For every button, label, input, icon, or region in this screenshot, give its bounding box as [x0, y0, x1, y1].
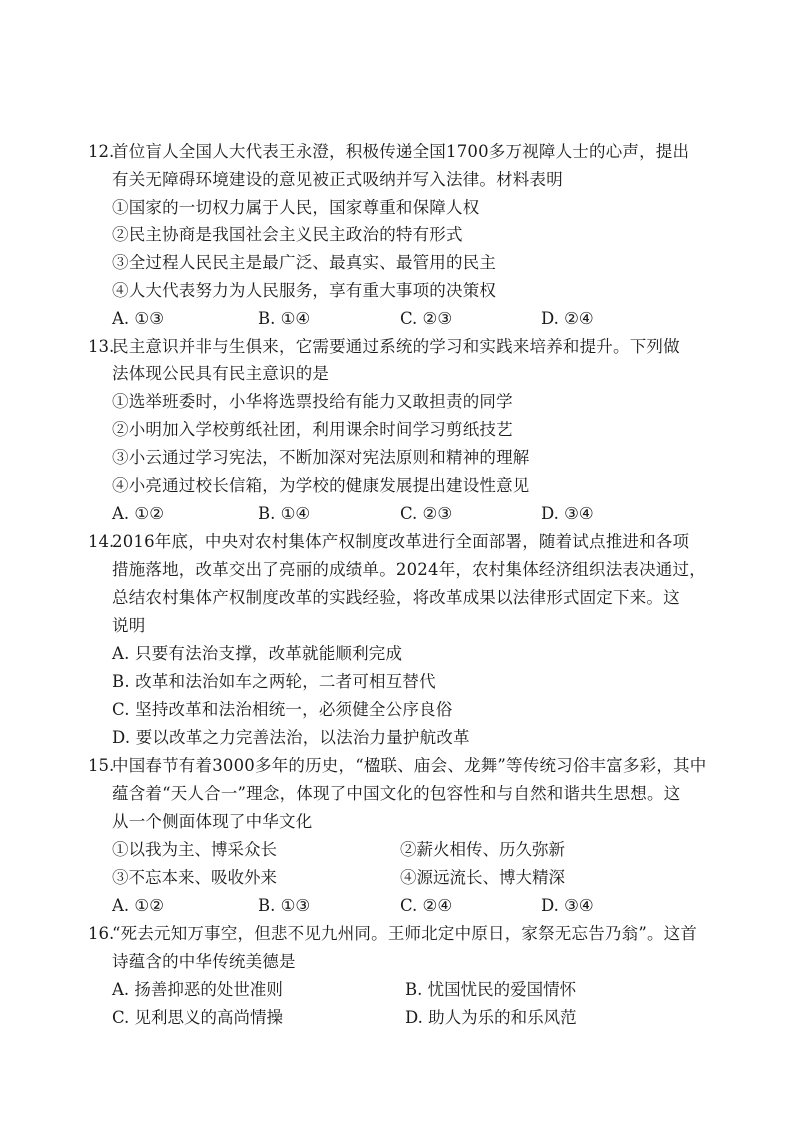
- choice-c: C. ②③: [400, 504, 453, 523]
- statement-4: ④小亮通过校长信箱，为学校的健康发展提出建设性意见: [112, 476, 530, 495]
- question-stem-line: 首位盲人全国人大代表王永澄，积极传递全国1700多万视障人士的心声，提出: [112, 142, 690, 161]
- choice-d: D. ③④: [541, 896, 594, 915]
- choice-d: D. ③④: [541, 504, 594, 523]
- choice-a: A. ①②: [112, 896, 164, 915]
- choice-b: B. 改革和法治如车之两轮，二者可相互替代: [112, 672, 436, 691]
- choice-d: D. 要以改革之力完善法治，以法治力量护航改革: [112, 728, 470, 747]
- choice-b: B. ①③: [258, 896, 311, 915]
- statement-1: ①以我为主、博采众长: [112, 840, 277, 859]
- question-stem-line: 民主意识并非与生俱来，它需要通过系统的学习和实践来培养和提升。下列做: [112, 337, 680, 356]
- question-stem-line: “死去元知万事空，但悲不见九州同。王师北定中原日，家祭无忘告乃翁”。这首: [112, 924, 698, 943]
- question-number: 14.: [88, 532, 115, 551]
- statement-4: ④源远流长、博大精深: [400, 868, 565, 887]
- question-stem-line: 蕴含着“天人合一”理念，体现了中国文化的包容性和与自然和谐共生思想。这: [112, 784, 681, 803]
- choice-a: A. ①③: [112, 309, 164, 328]
- question-number: 15.: [88, 756, 115, 775]
- question-stem-line: 总结农村集体产权制度改革的实践经验，将改革成果以法律形式固定下来。这: [112, 588, 680, 607]
- statement-2: ②薪火相传、历久弥新: [400, 840, 565, 859]
- choice-d: D. ②④: [541, 309, 594, 328]
- choice-a: A. 扬善抑恶的处世准则: [112, 980, 283, 999]
- choice-b: B. 忧国忧民的爱国情怀: [405, 980, 577, 999]
- statement-2: ②小明加入学校剪纸社团，利用课余时间学习剪纸技艺: [112, 420, 513, 439]
- statement-1: ①选举班委时，小华将选票投给有能力又敢担责的同学: [112, 392, 513, 411]
- choice-c: C. ②④: [400, 896, 453, 915]
- choice-c: C. 坚持改革和法治相统一，必须健全公序良俗: [112, 700, 453, 719]
- statement-1: ①国家的一切权力属于人民，国家尊重和保障人权: [112, 198, 480, 217]
- statement-3: ③全过程人民民主是最广泛、最真实、最管用的民主: [112, 253, 497, 272]
- question-stem-line: 2016年底，中央对农村集体产权制度改革进行全面部署，随着试点推进和各项: [112, 532, 690, 551]
- statement-4: ④人大代表努力为人民服务，享有重大事项的决策权: [112, 281, 497, 300]
- question-number: 12.: [88, 142, 115, 161]
- statement-3: ③小云通过学习宪法，不断加深对宪法原则和精神的理解: [112, 448, 530, 467]
- choice-b: B. ①④: [258, 309, 311, 328]
- choice-c: C. 见利思义的高尚情操: [112, 1008, 284, 1027]
- question-stem-line: 有关无障碍环境建设的意见被正式吸纳并写入法律。材料表明: [112, 170, 563, 189]
- choice-c: C. ②③: [400, 309, 453, 328]
- question-number: 16.: [88, 924, 115, 943]
- statement-2: ②民主协商是我国社会主义民主政治的特有形式: [112, 225, 463, 244]
- question-stem-line: 从一个侧面体现了中华文化: [112, 812, 313, 831]
- question-stem-line: 法体现公民具有民主意识的是: [112, 364, 330, 383]
- choice-d: D. 助人为乐的和乐风范: [405, 1008, 577, 1027]
- question-stem-line: 诗蕴含的中华传统美德是: [112, 952, 296, 971]
- question-stem-line: 措施落地，改革交出了亮丽的成绩单。2024年，农村集体经济组织法表决通过，: [112, 560, 706, 579]
- question-stem-line: 中国春节有着3000多年的历史，“楹联、庙会、龙舞”等传统习俗丰富多彩，其中: [112, 756, 707, 775]
- choice-a: A. ①②: [112, 504, 164, 523]
- choice-b: B. ①④: [258, 504, 311, 523]
- choice-a: A. 只要有法治支撑，改革就能顺利完成: [112, 644, 403, 663]
- question-stem-line: 说明: [112, 616, 146, 635]
- question-number: 13.: [88, 337, 115, 356]
- statement-3: ③不忘本来、吸收外来: [112, 868, 277, 887]
